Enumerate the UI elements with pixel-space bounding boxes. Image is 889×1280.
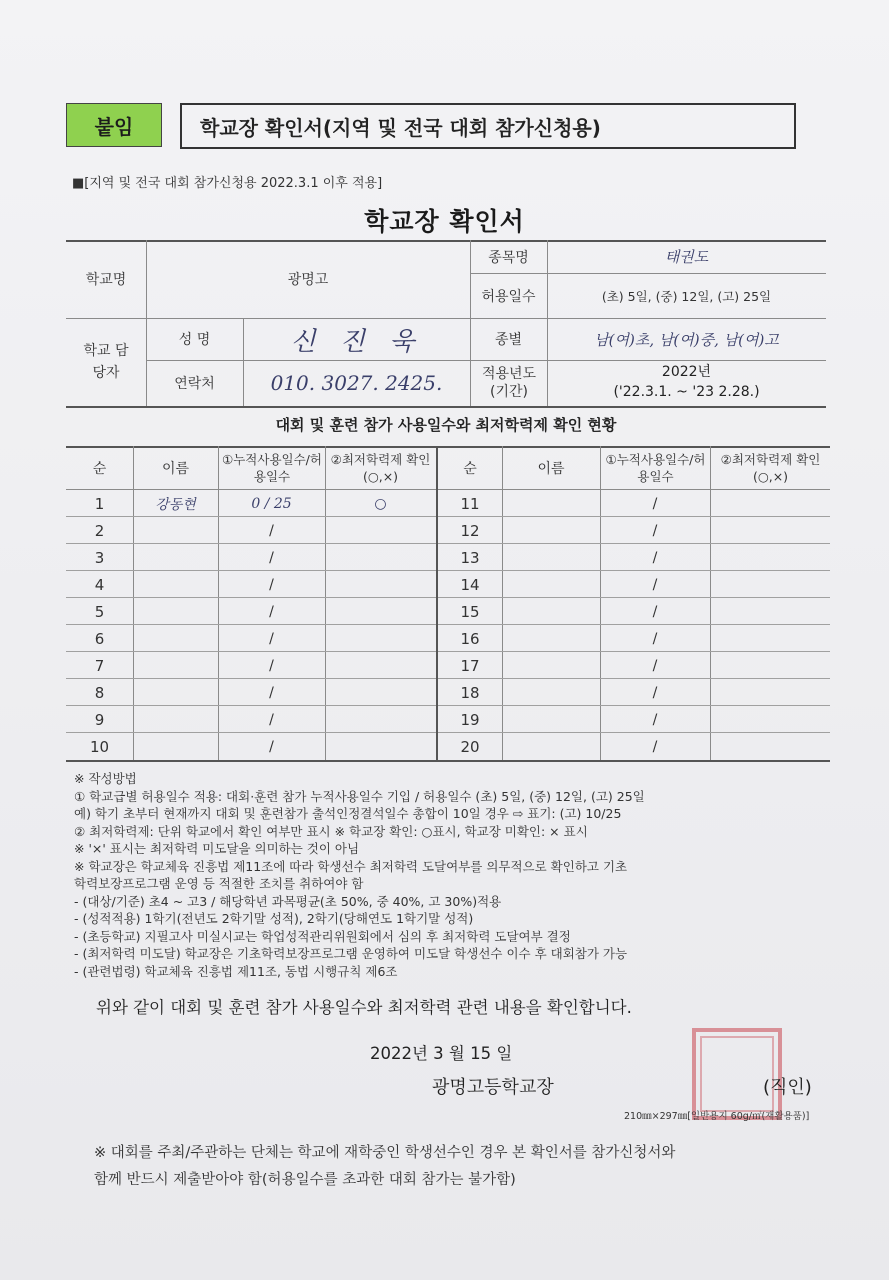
row-days-cell: / xyxy=(652,657,658,674)
row-name-cell xyxy=(133,544,218,571)
row-days-cell: / xyxy=(269,603,274,620)
row-days-cell: / xyxy=(269,522,274,539)
row-check-cell xyxy=(325,625,436,652)
confirmation-date: 2022년 3 월 15 일 xyxy=(370,1044,513,1063)
instruction-line: 학력보장프로그램 운영 등 적절한 조치를 취하여야 함 xyxy=(74,876,364,891)
footer-line: ※ 대회를 주최/주관하는 단체는 학교에 재학중인 학생선수인 경우 본 확인서를 참가신청서와 xyxy=(94,1145,676,1161)
apply-year-label: 적용년도 (기간) xyxy=(481,366,537,400)
row-days-cell: / xyxy=(652,549,658,566)
row-days-cell: / xyxy=(652,630,658,647)
row-no-cell: 2 xyxy=(94,521,105,540)
row-days-cell: / xyxy=(652,684,658,701)
row-no-cell: 7 xyxy=(94,656,105,675)
row-no-cell: 13 xyxy=(460,548,480,567)
col-name-header-right: 이름 xyxy=(537,461,565,477)
row-days-cell: / xyxy=(652,738,658,755)
instruction-line: 예) 학기 초부터 현재까지 대회 및 훈련참가 출석인정결석일수 총합이 10일 경우 ⇨ 표기: (고) 10/25 xyxy=(74,806,622,821)
row-check-cell xyxy=(325,517,436,544)
row-days-cell: / xyxy=(269,549,274,566)
footer-line: 함께 반드시 제출받아야 함(허용일수를 초과한 대회 참가는 불가함) xyxy=(94,1172,516,1188)
contact-value: 010. 3027. 2425. xyxy=(270,371,443,395)
row-no-cell: 16 xyxy=(460,629,480,648)
section-title: 대회 및 훈련 참가 사용일수와 최저학력제 확인 현황 xyxy=(275,416,617,434)
sport-value: 태권도 xyxy=(664,248,709,266)
row-days-cell: / xyxy=(269,738,274,755)
row-no-cell: 15 xyxy=(460,602,480,621)
seal-label: (직인) xyxy=(763,1077,812,1098)
row-check-cell xyxy=(710,679,830,706)
instruction-line: - (최저학력 미도달) 학교장은 기초학력보장프로그램 운영하여 미도달 학생선수 이수 후 대회참가 가능 xyxy=(74,946,628,961)
row-name-cell xyxy=(133,625,218,652)
document-title: 학교장 확인서 xyxy=(364,207,525,236)
row-name-cell xyxy=(133,706,218,733)
row-name-cell xyxy=(133,733,218,760)
attachment-tag: 붙임 xyxy=(66,103,162,147)
row-check-cell xyxy=(325,706,436,733)
row-no-cell: 5 xyxy=(94,602,105,621)
row-check-cell xyxy=(710,652,830,679)
gender-label: 종별 xyxy=(494,332,523,348)
row-name-cell xyxy=(502,598,600,625)
row-name-cell xyxy=(502,544,600,571)
row-no-cell: 12 xyxy=(460,521,480,540)
instruction-line: - (초등학교) 지필고사 미실시교는 학업성적관리위원회에서 심의 후 최저학력 도달여부 결정 xyxy=(74,928,571,944)
col-check-header-right: ②최저학력제 확인(○,×) xyxy=(720,452,821,484)
manager-label: 학교 담당자 xyxy=(83,343,129,381)
principal-signature: 광명고등학교장 xyxy=(432,1077,554,1098)
row-no-cell: 17 xyxy=(460,656,480,675)
instruction-line: ② 최저학력제: 단위 학교에서 확인 여부만 표시 ※ 학교장 확인: ○표시, 학교장 미확인: × 표시 xyxy=(74,823,588,839)
instruction-line: ※ '×' 표시는 최저학력 미도달을 의미하는 것이 아님 xyxy=(74,841,360,856)
manager-name-label: 성 명 xyxy=(178,332,211,348)
sport-label: 종목명 xyxy=(488,249,529,266)
row-no-cell: 11 xyxy=(460,494,480,513)
row-check-cell xyxy=(325,571,436,598)
row-no-cell: 10 xyxy=(89,737,110,756)
row-days-cell: / xyxy=(652,576,658,593)
col-no-header-right: 순 xyxy=(463,461,477,477)
row-no-cell: 1 xyxy=(94,494,105,513)
row-name-cell xyxy=(133,652,218,679)
row-check-cell xyxy=(710,490,830,517)
contact-label: 연락처 xyxy=(174,376,215,392)
row-no-cell: 9 xyxy=(94,710,105,729)
row-check-cell xyxy=(710,733,830,760)
row-check-cell xyxy=(325,652,436,679)
col-days-header-right: ①누적사용일수/허용일수 xyxy=(605,452,706,484)
row-days-cell: / xyxy=(269,630,274,647)
row-check-cell xyxy=(710,544,830,571)
col-check-header: ②최저학력제 확인(○,×) xyxy=(330,452,431,484)
allowed-days-value: (초) 5일, (중) 12일, (고) 25일 xyxy=(601,288,772,304)
instruction-line: - (성적적용) 1학기(전년도 2학기말 성적), 2학기(당해연도 1학기말 성적) xyxy=(74,911,474,926)
row-no-cell: 18 xyxy=(460,683,480,702)
row-name-cell xyxy=(502,571,600,598)
row-days-cell: 0 / 25 xyxy=(251,495,292,512)
row-check-cell xyxy=(710,706,830,733)
instruction-line: - (대상/기준) 초4 ~ 고3 / 해당학년 과목평균(초 50%, 중 40%, 고 30%)적용 xyxy=(74,893,502,909)
row-name-cell xyxy=(133,517,218,544)
row-name-cell xyxy=(502,652,600,679)
row-no-cell: 4 xyxy=(94,575,105,594)
row-name-cell xyxy=(133,571,218,598)
instruction-line: ※ 작성방법 xyxy=(74,771,137,786)
row-name-cell xyxy=(502,490,600,517)
row-days-cell: / xyxy=(269,576,274,593)
row-days-cell: / xyxy=(652,495,658,512)
row-check-cell xyxy=(325,598,436,625)
instruction-line: ※ 학교장은 학교체육 진흥법 제11조에 따라 학생선수 최저학력 도달여부를 의무적으로 확인하고 기초 xyxy=(74,858,628,874)
row-name-cell: 강동현 xyxy=(155,496,196,513)
apply-year-period: ('22.3.1. ~ '23 2.28.) xyxy=(613,384,760,400)
row-check-cell: ○ xyxy=(374,495,387,512)
school-name-value: 광명고 xyxy=(287,272,329,288)
row-check-cell xyxy=(710,625,830,652)
row-check-cell xyxy=(710,571,830,598)
header-title: 학교장 확인서(지역 및 전국 대회 참가신청용) xyxy=(180,103,796,149)
row-name-cell xyxy=(502,706,600,733)
paper-spec: 210㎜×297㎜[일반용지 60g/㎡(재활용품)] xyxy=(624,1111,810,1122)
instruction-line: ① 학교급별 허용일수 적용: 대회·훈련 참가 누적사용일수 기입 / 허용일수 (초) 5일, (중) 12일, (고) 25일 xyxy=(74,788,645,804)
row-no-cell: 19 xyxy=(460,710,480,729)
row-no-cell: 20 xyxy=(460,737,480,756)
manager-name-value: 신 진 욱 xyxy=(290,326,423,357)
row-no-cell: 6 xyxy=(94,629,105,648)
row-name-cell xyxy=(502,517,600,544)
row-days-cell: / xyxy=(269,657,274,674)
row-days-cell: / xyxy=(269,711,274,728)
row-name-cell xyxy=(502,625,600,652)
row-name-cell xyxy=(502,679,600,706)
allowed-days-label: 허용일수 xyxy=(481,288,536,305)
row-check-cell xyxy=(325,679,436,706)
row-name-cell xyxy=(502,733,600,760)
row-check-cell xyxy=(710,598,830,625)
row-days-cell: / xyxy=(269,684,274,701)
row-days-cell: / xyxy=(652,522,658,539)
row-check-cell xyxy=(325,544,436,571)
submission-note xyxy=(94,1140,675,1194)
row-name-cell xyxy=(133,598,218,625)
row-days-cell: / xyxy=(652,603,658,620)
row-check-cell xyxy=(325,733,436,760)
apply-year-value: 2022년 xyxy=(661,364,712,380)
writing-instructions xyxy=(74,770,844,980)
confirmation-statement: 위와 같이 대회 및 훈련 참가 사용일수와 최저학력 관련 내용을 확인합니다. xyxy=(96,998,632,1017)
application-note: ■[지역 및 전국 대회 참가신청용 2022.3.1 이후 적용] xyxy=(72,176,383,191)
row-no-cell: 8 xyxy=(94,683,105,702)
instruction-line: - (관련법령) 학교체육 진흥법 제11조, 동법 시행규칙 제6조 xyxy=(74,963,398,979)
col-no-header: 순 xyxy=(92,461,107,477)
gender-value: 남(여)초, 남(여)중, 남(여)고 xyxy=(594,330,779,349)
col-days-header: ①누적사용일수/허용일수 xyxy=(222,452,322,484)
school-name-label: 학교명 xyxy=(85,272,127,288)
col-name-header: 이름 xyxy=(161,461,190,477)
row-no-cell: 3 xyxy=(94,548,105,567)
row-check-cell xyxy=(710,517,830,544)
row-days-cell: / xyxy=(652,711,658,728)
row-name-cell xyxy=(133,679,218,706)
row-no-cell: 14 xyxy=(460,575,480,594)
